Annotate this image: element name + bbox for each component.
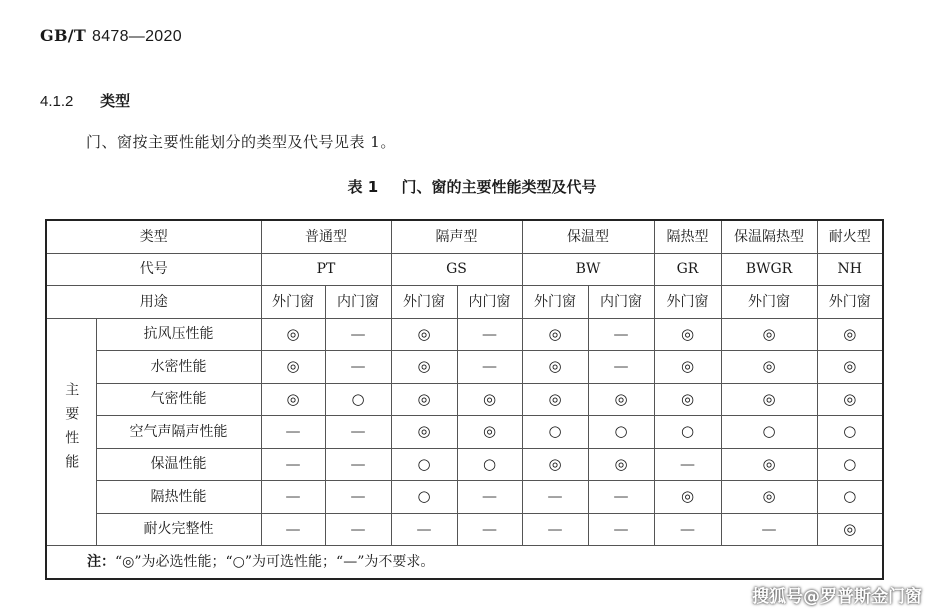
- not-required-mark: —: [588, 351, 654, 384]
- required-mark: ◎: [588, 383, 654, 416]
- required-mark: ◎: [457, 416, 522, 449]
- not-required-mark: —: [457, 351, 522, 384]
- code-row: [46, 253, 883, 286]
- required-mark: ◎: [721, 481, 817, 514]
- required-mark: ◎: [522, 383, 588, 416]
- not-required-mark: —: [325, 513, 391, 546]
- performance-row: [46, 448, 883, 481]
- type-row: [46, 220, 883, 253]
- optional-mark: ○: [391, 481, 457, 514]
- not-required-mark: —: [588, 318, 654, 351]
- code-cell: BWGR: [721, 253, 817, 286]
- required-mark: ◎: [817, 383, 883, 416]
- code-cell: GS: [391, 253, 522, 286]
- optional-mark: ○: [325, 383, 391, 416]
- not-required-mark: —: [261, 513, 325, 546]
- use-cell: 外门窗: [817, 286, 883, 319]
- type-cell: 耐火型: [817, 220, 883, 253]
- type-cell: 普通型: [261, 220, 391, 253]
- required-mark: ◎: [522, 448, 588, 481]
- standard-number: [40, 26, 182, 46]
- use-cell: 外门窗: [654, 286, 721, 319]
- required-mark: ◎: [817, 318, 883, 351]
- performance-name: 气密性能: [96, 383, 261, 416]
- use-cell: 外门窗: [391, 286, 457, 319]
- required-mark: ◎: [654, 481, 721, 514]
- table-caption: [0, 176, 944, 197]
- required-mark: ◎: [721, 383, 817, 416]
- type-cell: 保温型: [522, 220, 654, 253]
- code-cell: PT: [261, 253, 391, 286]
- optional-mark: ○: [654, 416, 721, 449]
- not-required-mark: —: [325, 416, 391, 449]
- table-note: [46, 546, 883, 579]
- performance-row: [46, 383, 883, 416]
- standard-code: 8478—2020: [92, 28, 182, 45]
- section-number: 4.1.2: [40, 93, 74, 110]
- group-label: [46, 318, 96, 546]
- required-mark: ◎: [817, 351, 883, 384]
- optional-mark: ○: [817, 481, 883, 514]
- type-cell: 保温隔热型: [721, 220, 817, 253]
- not-required-mark: —: [654, 513, 721, 546]
- not-required-mark: —: [522, 513, 588, 546]
- note-row: [46, 546, 883, 579]
- required-mark: ◎: [391, 416, 457, 449]
- optional-mark: ○: [817, 448, 883, 481]
- required-mark: ◎: [457, 383, 522, 416]
- note-text: “◎”为必选性能；“○”为可选性能；“—”为不要求。: [115, 553, 435, 570]
- not-required-mark: —: [261, 481, 325, 514]
- required-mark: ◎: [721, 318, 817, 351]
- not-required-mark: —: [522, 481, 588, 514]
- table-caption-title: 门、窗的主要性能类型及代号: [401, 178, 597, 196]
- code-cell: BW: [522, 253, 654, 286]
- section-heading: [40, 90, 130, 111]
- required-mark: ◎: [261, 351, 325, 384]
- required-mark: ◎: [654, 351, 721, 384]
- required-mark: ◎: [721, 351, 817, 384]
- not-required-mark: —: [261, 448, 325, 481]
- performance-name: 隔热性能: [96, 481, 261, 514]
- standard-prefix: GB/T: [40, 26, 87, 45]
- table-caption-number: 表 1: [347, 178, 379, 196]
- type-cell: 隔声型: [391, 220, 522, 253]
- note-label: 注：: [87, 553, 115, 570]
- use-cell: 内门窗: [325, 286, 391, 319]
- required-mark: ◎: [522, 351, 588, 384]
- optional-mark: ○: [522, 416, 588, 449]
- optional-mark: ○: [721, 416, 817, 449]
- not-required-mark: —: [325, 448, 391, 481]
- not-required-mark: —: [457, 481, 522, 514]
- not-required-mark: —: [588, 481, 654, 514]
- not-required-mark: —: [325, 318, 391, 351]
- type-cell: 隔热型: [654, 220, 721, 253]
- body-paragraph: 门、窗按主要性能划分的类型及代号见表 1。: [86, 133, 396, 151]
- not-required-mark: —: [588, 513, 654, 546]
- required-mark: ◎: [588, 448, 654, 481]
- performance-row: [46, 513, 883, 546]
- performance-row: [46, 416, 883, 449]
- not-required-mark: —: [391, 513, 457, 546]
- use-cell: 内门窗: [588, 286, 654, 319]
- performance-table: [45, 219, 884, 580]
- required-mark: ◎: [261, 383, 325, 416]
- group-label-text: 主要性能: [63, 382, 80, 479]
- not-required-mark: —: [325, 481, 391, 514]
- use-cell: 外门窗: [721, 286, 817, 319]
- required-mark: ◎: [721, 448, 817, 481]
- not-required-mark: —: [654, 448, 721, 481]
- optional-mark: ○: [588, 416, 654, 449]
- optional-mark: ○: [391, 448, 457, 481]
- required-mark: ◎: [522, 318, 588, 351]
- required-mark: ◎: [817, 513, 883, 546]
- optional-mark: ○: [457, 448, 522, 481]
- watermark: 搜狐号@罗普斯金门窗: [752, 587, 922, 607]
- use-cell: 外门窗: [261, 286, 325, 319]
- not-required-mark: —: [721, 513, 817, 546]
- performance-row: [46, 351, 883, 384]
- performance-name: 保温性能: [96, 448, 261, 481]
- performance-name: 耐火完整性: [96, 513, 261, 546]
- required-mark: ◎: [654, 383, 721, 416]
- performance-row: [46, 318, 883, 351]
- required-mark: ◎: [391, 383, 457, 416]
- use-cell: 内门窗: [457, 286, 522, 319]
- required-mark: ◎: [654, 318, 721, 351]
- required-mark: ◎: [261, 318, 325, 351]
- code-cell: GR: [654, 253, 721, 286]
- not-required-mark: —: [325, 351, 391, 384]
- performance-name: 空气声隔声性能: [96, 416, 261, 449]
- code-cell: NH: [817, 253, 883, 286]
- not-required-mark: —: [457, 513, 522, 546]
- optional-mark: ○: [817, 416, 883, 449]
- required-mark: ◎: [391, 318, 457, 351]
- type-label: 类型: [46, 220, 261, 253]
- required-mark: ◎: [391, 351, 457, 384]
- use-cell: 外门窗: [522, 286, 588, 319]
- code-label: 代号: [46, 253, 261, 286]
- section-title: 类型: [100, 92, 131, 110]
- use-row: [46, 286, 883, 319]
- not-required-mark: —: [261, 416, 325, 449]
- performance-name: 水密性能: [96, 351, 261, 384]
- not-required-mark: —: [457, 318, 522, 351]
- use-label: 用途: [46, 286, 261, 319]
- performance-name: 抗风压性能: [96, 318, 261, 351]
- performance-row: [46, 481, 883, 514]
